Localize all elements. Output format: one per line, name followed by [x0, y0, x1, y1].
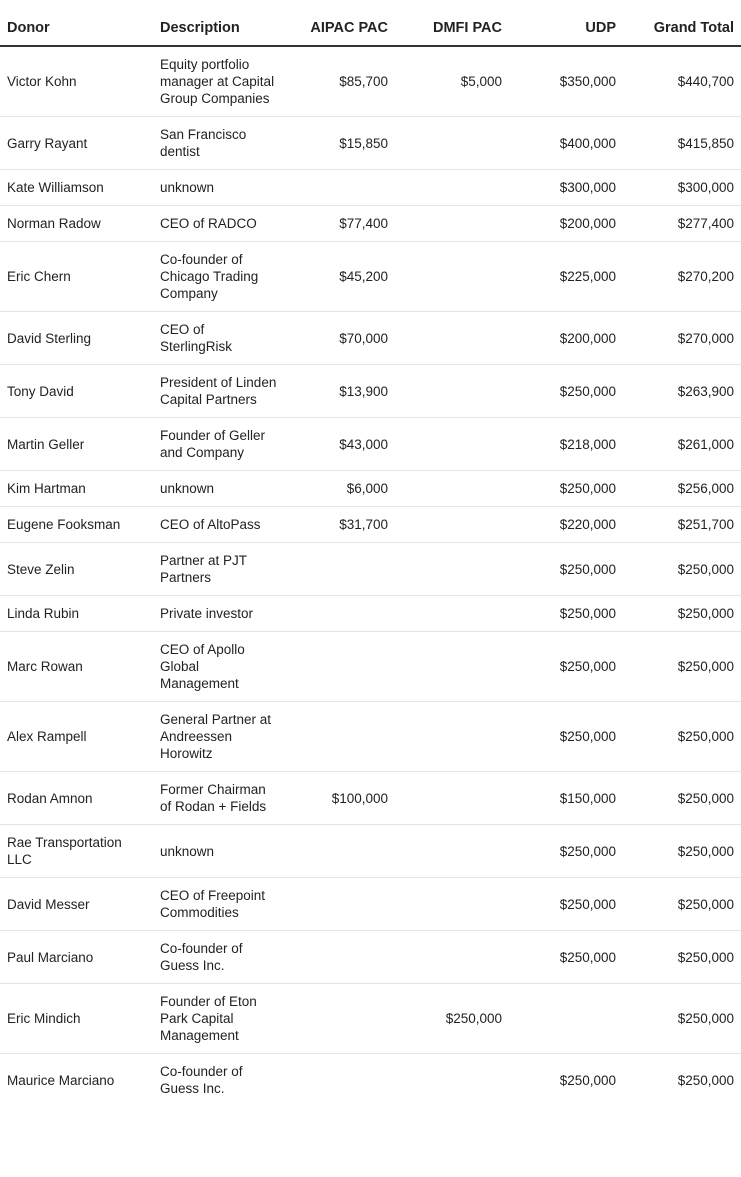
grand-total-cell: $250,000: [623, 825, 741, 878]
dmfi-pac-cell: [395, 418, 509, 471]
table-row: [0, 471, 741, 507]
donor-cell: David Messer: [0, 878, 153, 931]
description-cell: unknown: [153, 471, 281, 507]
description-cell: CEO of SterlingRisk: [153, 312, 281, 365]
dmfi-pac-cell: [395, 312, 509, 365]
table-row: [0, 878, 741, 931]
table-row: [0, 242, 741, 312]
description-cell: Founder of Geller and Company: [153, 418, 281, 471]
udp-cell: $400,000: [509, 117, 623, 170]
grand-total-cell: $250,000: [623, 772, 741, 825]
udp-cell: $250,000: [509, 543, 623, 596]
donor-cell: Alex Rampell: [0, 702, 153, 772]
description-cell: Co-founder of Chicago Trading Company: [153, 242, 281, 312]
donor-cell: Garry Rayant: [0, 117, 153, 170]
dmfi-pac-cell: [395, 507, 509, 543]
header-grand-total[interactable]: Grand Total: [623, 0, 741, 46]
donor-cell: Linda Rubin: [0, 596, 153, 632]
table-row: [0, 46, 741, 117]
udp-cell: $250,000: [509, 878, 623, 931]
udp-cell: $225,000: [509, 242, 623, 312]
table-row: [0, 772, 741, 825]
dmfi-pac-cell: [395, 702, 509, 772]
donor-cell: Eric Mindich: [0, 984, 153, 1054]
udp-cell: $350,000: [509, 46, 623, 117]
dmfi-pac-cell: $5,000: [395, 46, 509, 117]
description-cell: CEO of RADCO: [153, 206, 281, 242]
donor-cell: Tony David: [0, 365, 153, 418]
udp-cell: $200,000: [509, 206, 623, 242]
description-cell: San Francisco dentist: [153, 117, 281, 170]
udp-cell: $250,000: [509, 702, 623, 772]
table-row: [0, 702, 741, 772]
table-row: [0, 543, 741, 596]
table-row: [0, 596, 741, 632]
aipac-pac-cell: [281, 825, 395, 878]
donor-cell: Kate Williamson: [0, 170, 153, 206]
donor-cell: Steve Zelin: [0, 543, 153, 596]
aipac-pac-cell: $85,700: [281, 46, 395, 117]
description-cell: Partner at PJT Partners: [153, 543, 281, 596]
aipac-pac-cell: [281, 596, 395, 632]
udp-cell: $250,000: [509, 632, 623, 702]
table-row: [0, 312, 741, 365]
donor-cell: Victor Kohn: [0, 46, 153, 117]
grand-total-cell: $270,200: [623, 242, 741, 312]
aipac-pac-cell: $15,850: [281, 117, 395, 170]
udp-cell: $300,000: [509, 170, 623, 206]
grand-total-cell: $250,000: [623, 596, 741, 632]
description-cell: CEO of Apollo Global Management: [153, 632, 281, 702]
grand-total-cell: $250,000: [623, 702, 741, 772]
table-row: [0, 365, 741, 418]
grand-total-cell: $250,000: [623, 984, 741, 1054]
description-cell: Co-founder of Guess Inc.: [160, 1064, 243, 1096]
grand-total-cell: $250,000: [623, 931, 741, 984]
grand-total-cell: $440,700: [623, 46, 741, 117]
dmfi-pac-cell: [395, 242, 509, 312]
description-cell: unknown: [153, 170, 281, 206]
udp-cell: $250,000: [509, 596, 623, 632]
description-cell: Founder of Eton Park Capital Management: [153, 984, 281, 1054]
donor-cell: Paul Marciano: [0, 931, 153, 984]
aipac-pac-cell: [281, 170, 395, 206]
donor-cell: Rodan Amnon: [0, 772, 153, 825]
donor-cell: Kim Hartman: [0, 471, 153, 507]
udp-cell: $250,000: [509, 471, 623, 507]
donor-cell: Martin Geller: [0, 418, 153, 471]
dmfi-pac-cell: [395, 117, 509, 170]
aipac-pac-cell: $31,700: [281, 507, 395, 543]
udp-cell: $250,000: [559, 1072, 616, 1088]
table-row: [0, 1054, 741, 1107]
description-cell: General Partner at Andreessen Horowitz: [153, 702, 281, 772]
table-row: [0, 931, 741, 984]
aipac-pac-cell: $13,900: [281, 365, 395, 418]
donor-cell: Eugene Fooksman: [0, 507, 153, 543]
aipac-pac-cell: $6,000: [281, 471, 395, 507]
header-row: [0, 0, 741, 46]
aipac-pac-cell: [281, 702, 395, 772]
grand-total-cell: $250,000: [677, 1072, 734, 1088]
dmfi-pac-cell: [395, 596, 509, 632]
udp-cell: $220,000: [509, 507, 623, 543]
grand-total-cell: $261,000: [623, 418, 741, 471]
header-donor[interactable]: Donor: [0, 0, 153, 46]
grand-total-cell: $250,000: [623, 543, 741, 596]
description-cell: CEO of Freepoint Commodities: [153, 878, 281, 931]
dmfi-pac-cell: [395, 878, 509, 931]
description-cell: President of Linden Capital Partners: [153, 365, 281, 418]
dmfi-pac-cell: $250,000: [395, 984, 509, 1054]
table-row: [0, 117, 741, 170]
dmfi-pac-cell: [395, 365, 509, 418]
header-aipac-pac[interactable]: AIPAC PAC: [281, 0, 395, 46]
dmfi-pac-cell: [395, 931, 509, 984]
aipac-pac-cell: $77,400: [281, 206, 395, 242]
donor-cell: Rae Transportation LLC: [0, 825, 153, 878]
table-row: [0, 170, 741, 206]
header-udp[interactable]: UDP: [509, 0, 623, 46]
donor-cell: Maurice Marciano: [7, 1072, 115, 1088]
dmfi-pac-cell: [395, 1054, 509, 1107]
aipac-pac-cell: $70,000: [281, 312, 395, 365]
udp-cell: $200,000: [509, 312, 623, 365]
grand-total-cell: $250,000: [623, 878, 741, 931]
aipac-pac-cell: [281, 878, 395, 931]
description-cell: Former Chairman of Rodan + Fields: [153, 772, 281, 825]
description-cell: unknown: [153, 825, 281, 878]
dmfi-pac-cell: [395, 471, 509, 507]
udp-cell: $250,000: [509, 825, 623, 878]
header-dmfi-pac[interactable]: DMFI PAC: [395, 0, 509, 46]
dmfi-pac-cell: [395, 206, 509, 242]
udp-cell: [509, 984, 623, 1054]
aipac-pac-cell: [281, 1054, 395, 1107]
table-body: [0, 46, 741, 1106]
table-row: [0, 632, 741, 702]
table-row: [0, 825, 741, 878]
udp-cell: $150,000: [509, 772, 623, 825]
donor-cell: David Sterling: [0, 312, 153, 365]
aipac-pac-cell: $45,200: [281, 242, 395, 312]
table-row: [0, 507, 741, 543]
aipac-pac-cell: [281, 632, 395, 702]
aipac-pac-cell: $100,000: [281, 772, 395, 825]
grand-total-cell: $263,900: [623, 365, 741, 418]
description-cell: Private investor: [153, 596, 281, 632]
udp-cell: $218,000: [509, 418, 623, 471]
donor-cell: Eric Chern: [0, 242, 153, 312]
udp-cell: $250,000: [509, 365, 623, 418]
donor-cell: Norman Radow: [0, 206, 153, 242]
grand-total-cell: $415,850: [623, 117, 741, 170]
table-row: [0, 984, 741, 1054]
table-header: [0, 0, 741, 46]
aipac-pac-cell: [281, 984, 395, 1054]
grand-total-cell: $300,000: [623, 170, 741, 206]
udp-cell: $250,000: [509, 931, 623, 984]
aipac-pac-cell: [281, 931, 395, 984]
donor-cell: Marc Rowan: [0, 632, 153, 702]
dmfi-pac-cell: [395, 543, 509, 596]
grand-total-cell: $251,700: [623, 507, 741, 543]
grand-total-cell: $250,000: [623, 632, 741, 702]
description-cell: Equity portfolio manager at Capital Group Companies: [153, 46, 281, 117]
dmfi-pac-cell: [395, 772, 509, 825]
aipac-pac-cell: [281, 543, 395, 596]
dmfi-pac-cell: [395, 825, 509, 878]
dmfi-pac-cell: [395, 632, 509, 702]
grand-total-cell: $256,000: [623, 471, 741, 507]
dmfi-pac-cell: [395, 170, 509, 206]
grand-total-cell: $270,000: [623, 312, 741, 365]
table-row: [0, 418, 741, 471]
aipac-pac-cell: $43,000: [281, 418, 395, 471]
table-row: [0, 206, 741, 242]
description-cell: CEO of AltoPass: [153, 507, 281, 543]
grand-total-cell: $277,400: [623, 206, 741, 242]
description-cell: Co-founder of Guess Inc.: [153, 931, 281, 984]
header-description[interactable]: Description: [153, 0, 281, 46]
